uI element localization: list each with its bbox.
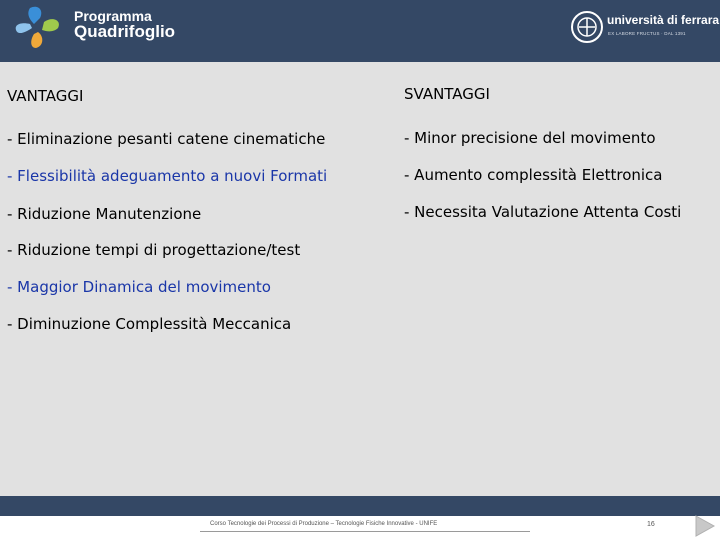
university-name: università di ferrara bbox=[607, 13, 720, 27]
vantaggi-item: - Flessibilità adeguamento a nuovi Formati bbox=[7, 167, 328, 185]
logo-line-2: Quadrifoglio bbox=[74, 22, 176, 41]
vantaggi-item: - Eliminazione pesanti catene cinematiche bbox=[7, 130, 326, 148]
vantaggi-item: - Diminuzione Complessità Meccanica bbox=[7, 315, 292, 333]
university-tagline: EX LABORE FRUCTUS · DAL 1391 bbox=[608, 31, 686, 36]
university-logo bbox=[570, 10, 720, 46]
university-seal-icon bbox=[570, 10, 604, 44]
vantaggi-item: - Maggior Dinamica del movimento bbox=[7, 278, 271, 296]
footer bbox=[0, 496, 720, 540]
next-slide-arrow-icon[interactable] bbox=[694, 514, 716, 538]
slide-content bbox=[0, 62, 720, 496]
svantaggi-item: - Aumento complessità Elettronica bbox=[404, 166, 663, 184]
logo-line-1: Programma bbox=[74, 8, 152, 24]
footer-course-text: Corso Tecnologie dei Processi di Produzione – Tecnologie Fisiche Innovative - UNIFE bbox=[210, 521, 438, 527]
page-number: 16 bbox=[647, 521, 655, 528]
svantaggi-heading: SVANTAGGI bbox=[404, 85, 490, 103]
header-bar bbox=[0, 0, 720, 62]
four-leaf-clover-icon bbox=[12, 2, 70, 52]
svantaggi-item: - Necessita Valutazione Attenta Costi bbox=[404, 203, 682, 221]
footer-divider bbox=[200, 531, 530, 532]
svantaggi-item: - Minor precisione del movimento bbox=[404, 129, 656, 147]
vantaggi-item: - Riduzione Manutenzione bbox=[7, 205, 202, 223]
vantaggi-heading: VANTAGGI bbox=[7, 87, 84, 105]
vantaggi-item: - Riduzione tempi di progettazione/test bbox=[7, 241, 301, 259]
programma-quadrifoglio-logo bbox=[12, 2, 176, 54]
footer-bar bbox=[0, 496, 720, 516]
